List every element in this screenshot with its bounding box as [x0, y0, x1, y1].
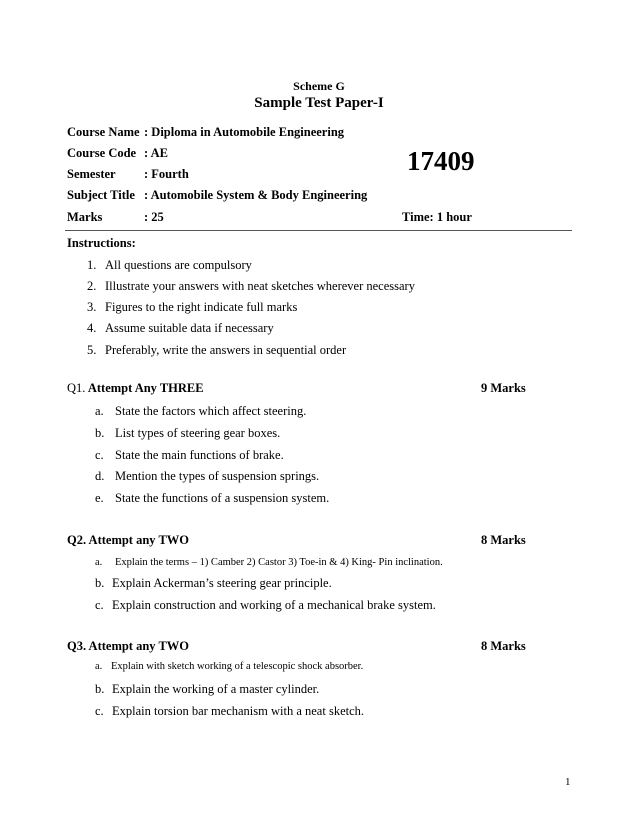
question-part — [95, 404, 306, 419]
course-name-label: Course Name — [67, 125, 140, 139]
part-label: a. — [95, 557, 103, 568]
course-code-value: : AE — [144, 146, 168, 160]
part-label: b. — [95, 682, 105, 696]
time-duration: Time: 1 hour — [402, 210, 472, 224]
part-text: State the factors which affect steering. — [115, 404, 307, 418]
question-2-heading — [67, 533, 189, 548]
semester-label: Semester — [67, 167, 116, 181]
question-1-marks: 9 Marks — [481, 381, 526, 395]
question-part — [95, 426, 280, 441]
instruction-text: All questions are compulsory — [105, 258, 252, 272]
question-instruction: Attempt any TWO — [86, 639, 190, 653]
part-text: Explain with sketch working of a telescopic shock absorber. — [111, 661, 364, 672]
instruction-text: Illustrate your answers with neat sketches wherever necessary — [105, 279, 415, 293]
subject-code: 17409 — [407, 146, 475, 176]
question-3-heading — [67, 639, 189, 654]
part-text: State the functions of a suspension system. — [115, 491, 330, 505]
question-instruction: Attempt Any THREE — [85, 381, 204, 395]
part-label: b. — [95, 426, 105, 440]
question-3-marks: 8 Marks — [481, 639, 526, 653]
part-text: Explain Ackerman’s steering gear principle. — [112, 576, 332, 590]
question-part — [95, 557, 443, 568]
question-part — [95, 598, 436, 613]
part-label: c. — [95, 448, 104, 462]
question-part — [95, 491, 329, 506]
question-number: Q1. — [67, 381, 86, 395]
marks-label: Marks — [67, 210, 103, 224]
question-part — [95, 661, 363, 672]
question-part — [95, 469, 319, 484]
question-part — [95, 448, 284, 463]
header-divider — [65, 230, 572, 231]
course-code-label: Course Code — [67, 146, 137, 160]
part-label: b. — [95, 576, 105, 590]
instruction-item — [87, 258, 252, 273]
part-text: List types of steering gear boxes. — [115, 426, 281, 440]
question-part — [95, 704, 364, 719]
question-instruction: Attempt any TWO — [86, 533, 190, 547]
question-number: Q3. — [67, 639, 87, 653]
subject-title-value: : Automobile System & Body Engineering — [144, 188, 368, 202]
part-label: e. — [95, 491, 104, 505]
part-label: c. — [95, 704, 104, 718]
marks-value: : 25 — [144, 210, 164, 224]
page-title: Sample Test Paper-I — [254, 95, 384, 111]
question-1-heading — [67, 381, 204, 396]
part-text: State the main functions of brake. — [115, 448, 284, 462]
instruction-number: 1. — [87, 258, 97, 272]
part-text: Explain construction and working of a mechanical brake system. — [112, 598, 436, 612]
course-name-value: : Diploma in Automobile Engineering — [144, 125, 345, 139]
part-label: a. — [95, 661, 103, 672]
part-label: c. — [95, 598, 104, 612]
part-label: a. — [95, 404, 104, 418]
instruction-text: Preferably, write the answers in sequential order — [105, 343, 347, 357]
part-text: Explain the working of a master cylinder. — [112, 682, 320, 696]
part-text: Explain the terms – 1) Camber 2) Castor 3) Toe-in & 4) King- Pin inclination. — [115, 557, 443, 568]
subject-title-label: Subject Title — [67, 188, 135, 202]
instruction-text: Figures to the right indicate full marks — [105, 300, 298, 314]
instruction-number: 4. — [87, 321, 97, 335]
question-number: Q2. — [67, 533, 87, 547]
page-number: 1 — [565, 776, 571, 788]
part-label: d. — [95, 469, 105, 483]
instruction-number: 3. — [87, 300, 97, 314]
question-part — [95, 682, 319, 697]
instruction-number: 2. — [87, 279, 97, 293]
part-text: Mention the types of suspension springs. — [115, 469, 320, 483]
instruction-number: 5. — [87, 343, 97, 357]
semester-value: : Fourth — [144, 167, 189, 181]
instruction-item — [87, 279, 415, 294]
instruction-text: Assume suitable data if necessary — [105, 321, 274, 335]
instructions-heading: Instructions: — [67, 236, 136, 250]
question-part — [95, 576, 332, 591]
instruction-item — [87, 300, 297, 315]
instruction-item — [87, 343, 346, 358]
part-text: Explain torsion bar mechanism with a neat sketch. — [112, 704, 365, 718]
question-2-marks: 8 Marks — [481, 533, 526, 547]
instruction-item — [87, 321, 274, 336]
scheme-label: Scheme G — [293, 79, 345, 93]
